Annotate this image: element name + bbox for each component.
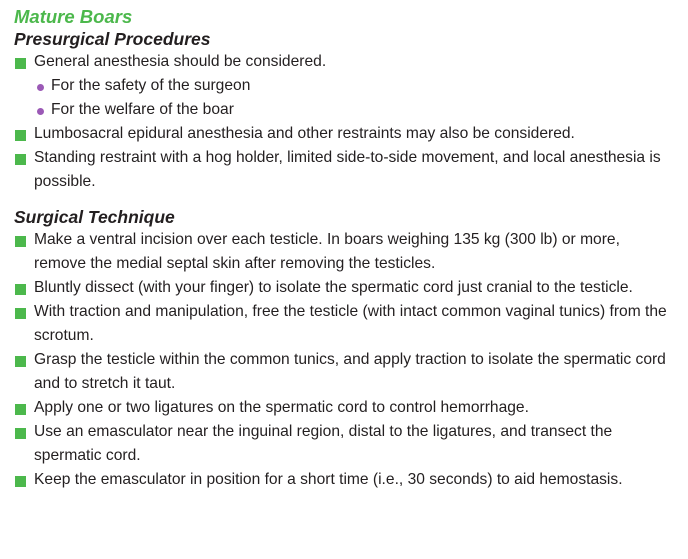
section-heading-surgical-technique: Surgical Technique (14, 207, 175, 227)
document-title: Mature Boars (14, 6, 133, 27)
list-item (14, 146, 676, 194)
sub-list-item (14, 98, 676, 122)
list-item-text: Bluntly dissect (with your finger) to isolate the spermatic cord just cranial to the testicle. (34, 279, 633, 296)
list-item-text: Make a ventral incision over each testicle. In boars weighing 135 kg (300 lb) or more, remove the medial septal skin after removing the testicles. (34, 231, 620, 272)
green-square-bullet-icon (15, 476, 26, 487)
list-item-text: Grasp the testicle within the common tunics, and apply traction to isolate the spermatic cord and to stretch it taut. (34, 351, 666, 392)
list-item (14, 122, 676, 146)
sub-list-item-text: For the welfare of the boar (51, 101, 234, 118)
list-item (14, 396, 676, 420)
list-item (14, 420, 676, 468)
list-item-text: Keep the emasculator in position for a short time (i.e., 30 seconds) to aid hemostasis. (34, 471, 623, 488)
green-square-bullet-icon (15, 130, 26, 141)
presurgical-list (14, 50, 676, 194)
list-item (14, 228, 676, 276)
list-item-text: With traction and manipulation, free the testicle (with intact common vaginal tunics) from the scrotum. (34, 303, 667, 344)
section-heading-presurgical: Presurgical Procedures (14, 29, 211, 49)
purple-dot-bullet-icon (37, 108, 44, 115)
list-item (14, 50, 676, 74)
sub-list-item (14, 74, 676, 98)
green-square-bullet-icon (15, 236, 26, 247)
green-square-bullet-icon (15, 308, 26, 319)
sub-list-item-text: For the safety of the surgeon (51, 77, 251, 94)
green-square-bullet-icon (15, 284, 26, 295)
green-square-bullet-icon (15, 404, 26, 415)
purple-dot-bullet-icon (37, 84, 44, 91)
green-square-bullet-icon (15, 58, 26, 69)
green-square-bullet-icon (15, 154, 26, 165)
surgical-technique-list (14, 228, 676, 492)
list-item-text: Standing restraint with a hog holder, limited side-to-side movement, and local anesthesia is possible. (34, 149, 661, 190)
green-square-bullet-icon (15, 356, 26, 367)
list-item-text: General anesthesia should be considered. (34, 53, 327, 70)
list-item-text: Lumbosacral epidural anesthesia and other restraints may also be considered. (34, 125, 575, 142)
list-item (14, 300, 676, 348)
list-item-text: Apply one or two ligatures on the spermatic cord to control hemorrhage. (34, 399, 529, 416)
list-item (14, 276, 676, 300)
list-item-text: Use an emasculator near the inguinal region, distal to the ligatures, and transect the spermatic cord. (34, 423, 613, 464)
list-item (14, 348, 676, 396)
list-item (14, 468, 676, 492)
green-square-bullet-icon (15, 428, 26, 439)
